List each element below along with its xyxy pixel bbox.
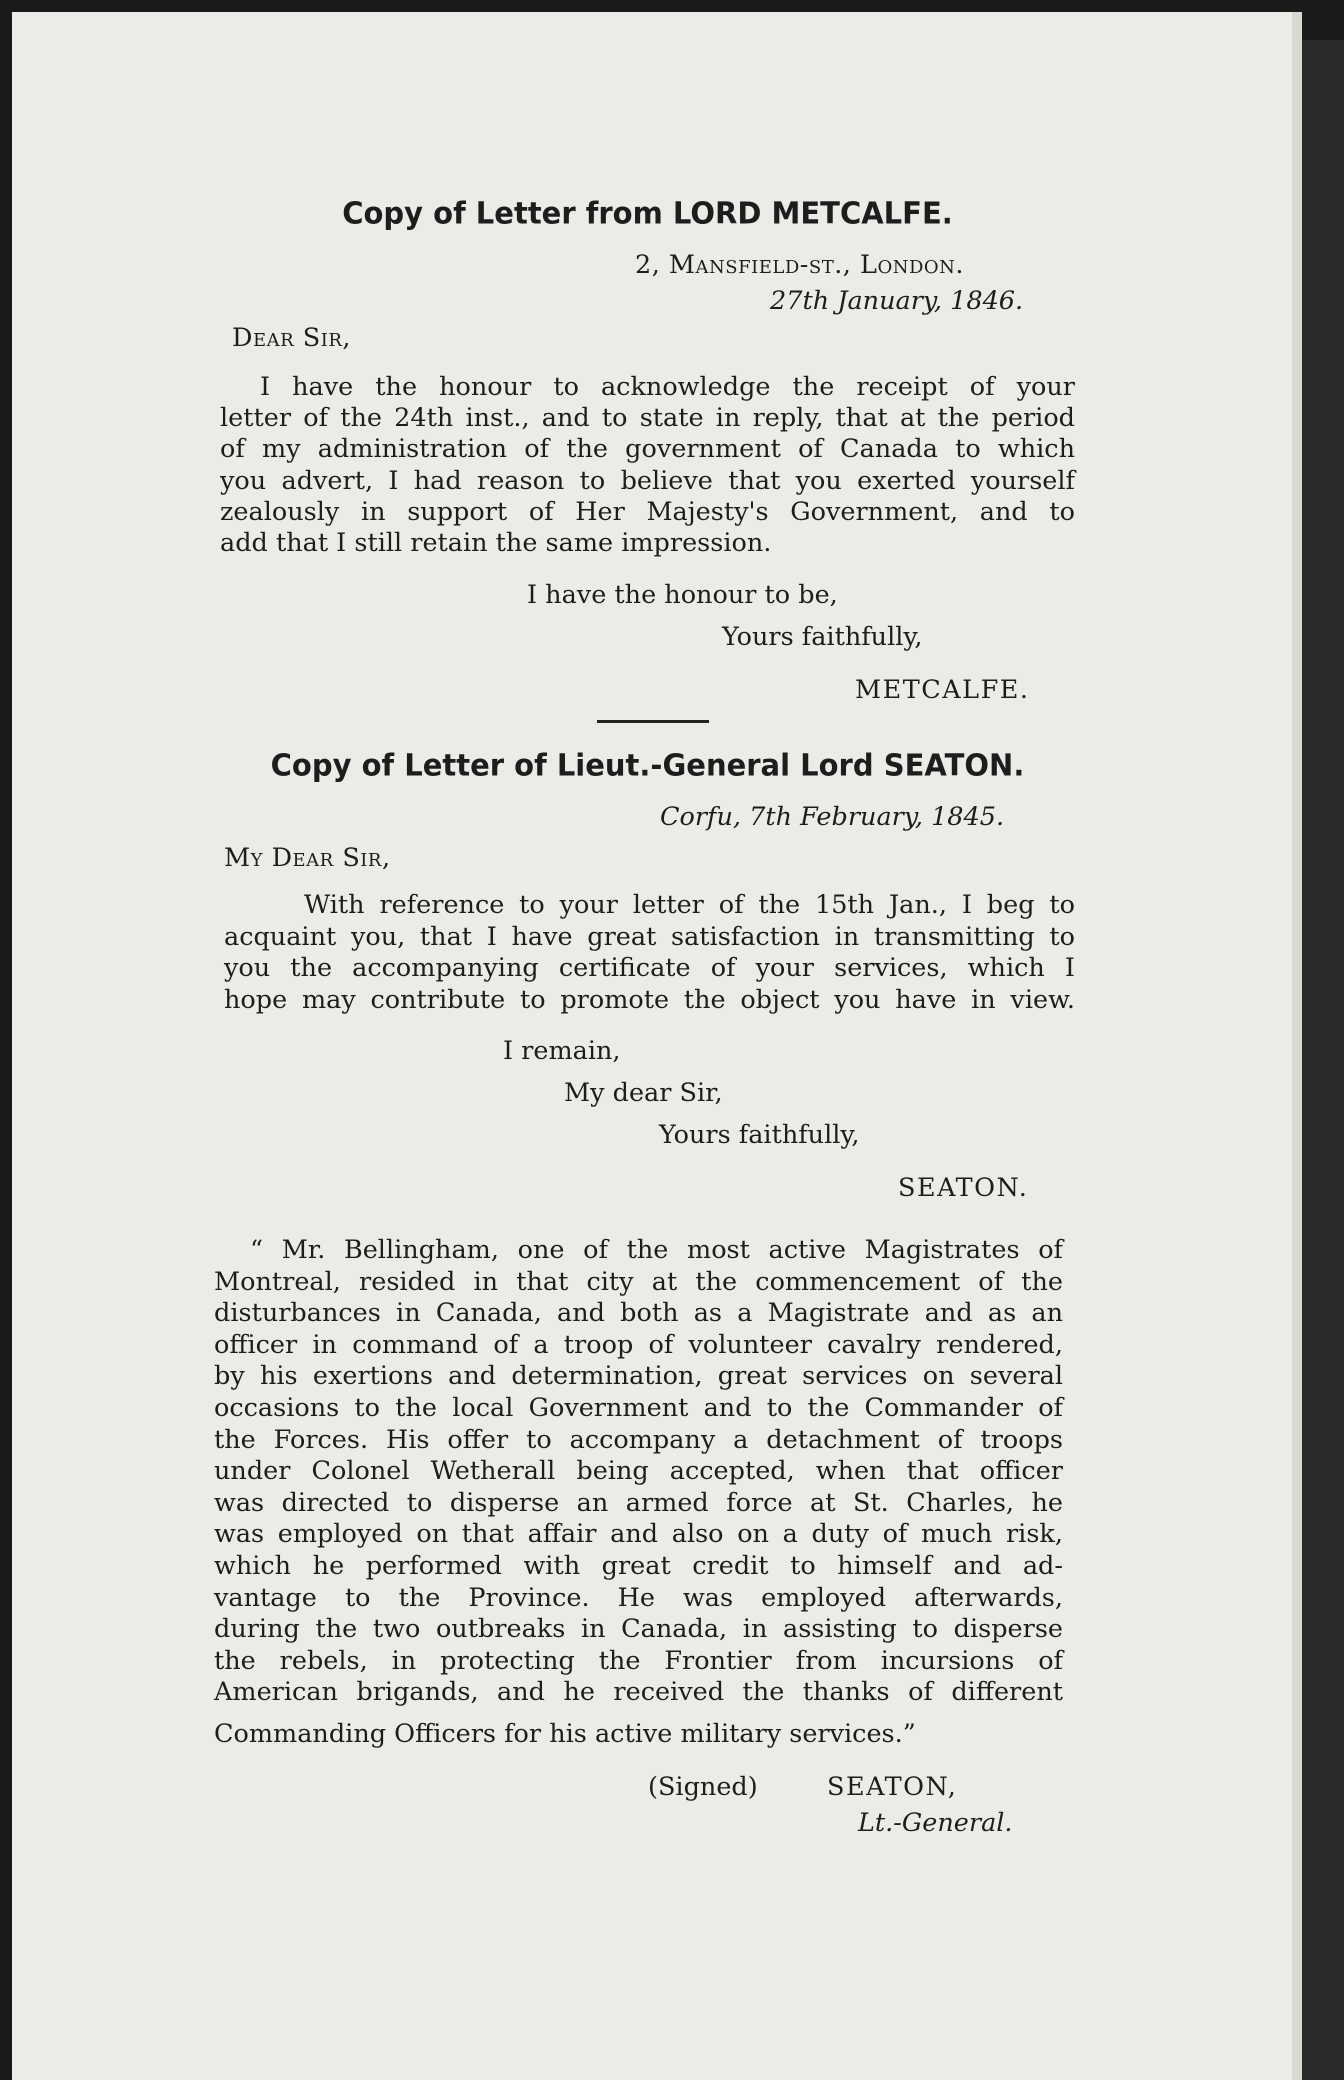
letter-address: 2, Mansfield-st., London.: [635, 250, 965, 280]
page-edge: [1292, 12, 1302, 2080]
letter2-salutation: My Dear Sir,: [224, 843, 391, 873]
letter2-signature: SEATON.: [898, 1173, 1029, 1203]
text-line: Montreal, resided in that city at the commencement of the: [214, 1266, 1063, 1297]
text-line: was directed to disperse an armed force at St. Charles, he: [214, 1487, 1063, 1518]
text-line: by his exertions and determination, great services on several: [214, 1361, 1063, 1392]
text-line: which he performed with great credit to himself and ad-: [214, 1551, 1063, 1581]
letter-heading-metcalfe: Copy of Letter from LORD METCALFE.: [342, 195, 953, 231]
letter-date: [770, 286, 1023, 316]
text-line: occasions to the local Government and to the Commander of: [214, 1393, 1063, 1423]
text-line: hope may contribute to promote the object you have in view.: [224, 984, 1075, 1015]
text-line: letter of the 24th inst., and to state in reply, that at the period: [220, 403, 1075, 434]
text-line: you the accompanying certificate of your services, which I: [224, 953, 1075, 983]
letter2-closing-line: I remain,: [503, 1036, 621, 1066]
text-line: disturbances in Canada, and both as a Magistrate and as an: [214, 1298, 1063, 1329]
text-line: I have the honour to acknowledge the receipt of your: [260, 372, 1075, 402]
text-line: the rebels, in protecting the Frontier from incursions of: [214, 1645, 1063, 1676]
letter-salutation: Dear Sir,: [232, 323, 351, 353]
text-line: was employed on that affair and also on a duty of much risk,: [214, 1519, 1063, 1550]
text-line: under Colonel Wetherall being accepted, when that officer: [214, 1456, 1063, 1487]
text-line: zealously in support of Her Majesty's Government, and to: [220, 496, 1075, 527]
text-line: you advert, I had reason to believe that you exerted yourself: [220, 465, 1075, 496]
certificate-signature: SEATON,: [827, 1772, 958, 1802]
letter2-place-date: [660, 802, 1004, 832]
certificate-rank-text: Lt.-General.: [858, 1808, 1013, 1838]
certificate-body-last-line: Commanding Officers for his active military services.”: [214, 1719, 916, 1749]
letter2-place-date-text: Corfu, 7th February, 1845.: [660, 802, 1005, 832]
letter-date-text: 27th January, 1846.: [770, 286, 1024, 316]
text-line: of my administration of the government of Canada to which: [220, 434, 1075, 465]
letter-signature: METCALFE.: [855, 675, 1030, 705]
text-line: officer in command of a troop of volunteer cavalry rendered,: [214, 1329, 1063, 1360]
letter2-closing-salutation: My dear Sir,: [564, 1078, 723, 1108]
text-line: the Forces. His offer to accompany a detachment of troops: [214, 1424, 1063, 1455]
text-line: during the two outbreaks in Canada, in assisting to disperse: [214, 1614, 1063, 1645]
text-line: vantage to the Province. He was employed afterwards,: [214, 1582, 1063, 1613]
letter-heading-seaton: Copy of Letter of Lieut.-General Lord SEATON.: [270, 747, 1025, 783]
text-line: “ Mr. Bellingham, one of the most active Magistrates of: [250, 1235, 1063, 1265]
letter-closing-line: I have the honour to be,: [527, 580, 838, 610]
certificate-rank: [858, 1808, 1013, 1838]
section-divider: [597, 720, 709, 723]
letter2-valediction: Yours faithfully,: [659, 1120, 860, 1150]
text-line: American brigands, and he received the thanks of different: [214, 1677, 1063, 1708]
certificate-signed-label: (Signed): [648, 1772, 758, 1802]
letter-body-last-line: add that I still retain the same impression.: [220, 528, 772, 558]
document-page: [12, 12, 1292, 2080]
letter-valediction: Yours faithfully,: [722, 622, 923, 652]
scan-background: [1302, 40, 1344, 2080]
text-line: acquaint you, that I have great satisfaction in transmitting to: [224, 921, 1075, 952]
text-line: With reference to your letter of the 15th Jan., I beg to: [304, 890, 1075, 920]
